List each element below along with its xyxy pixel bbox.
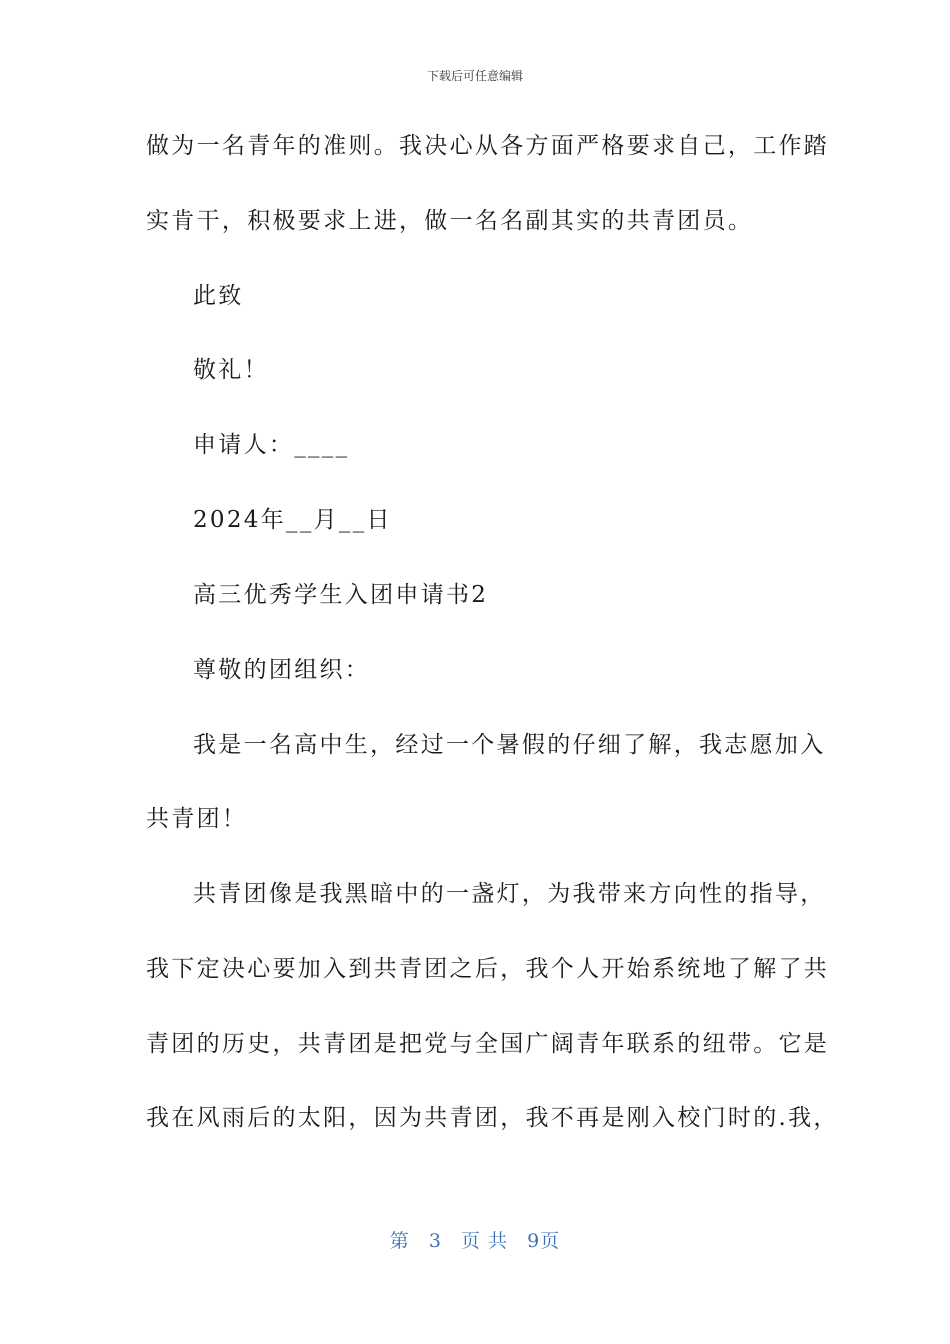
page-footer <box>0 1226 950 1253</box>
current-page-number: 3 <box>428 1230 442 1252</box>
header-text: 下载后可任意编辑 <box>426 69 523 83</box>
total-pages: 9页 <box>527 1230 561 1252</box>
page-header <box>0 67 950 84</box>
footer-prefix: 第 <box>389 1230 410 1252</box>
footer-middle: 页 共 <box>461 1230 509 1252</box>
